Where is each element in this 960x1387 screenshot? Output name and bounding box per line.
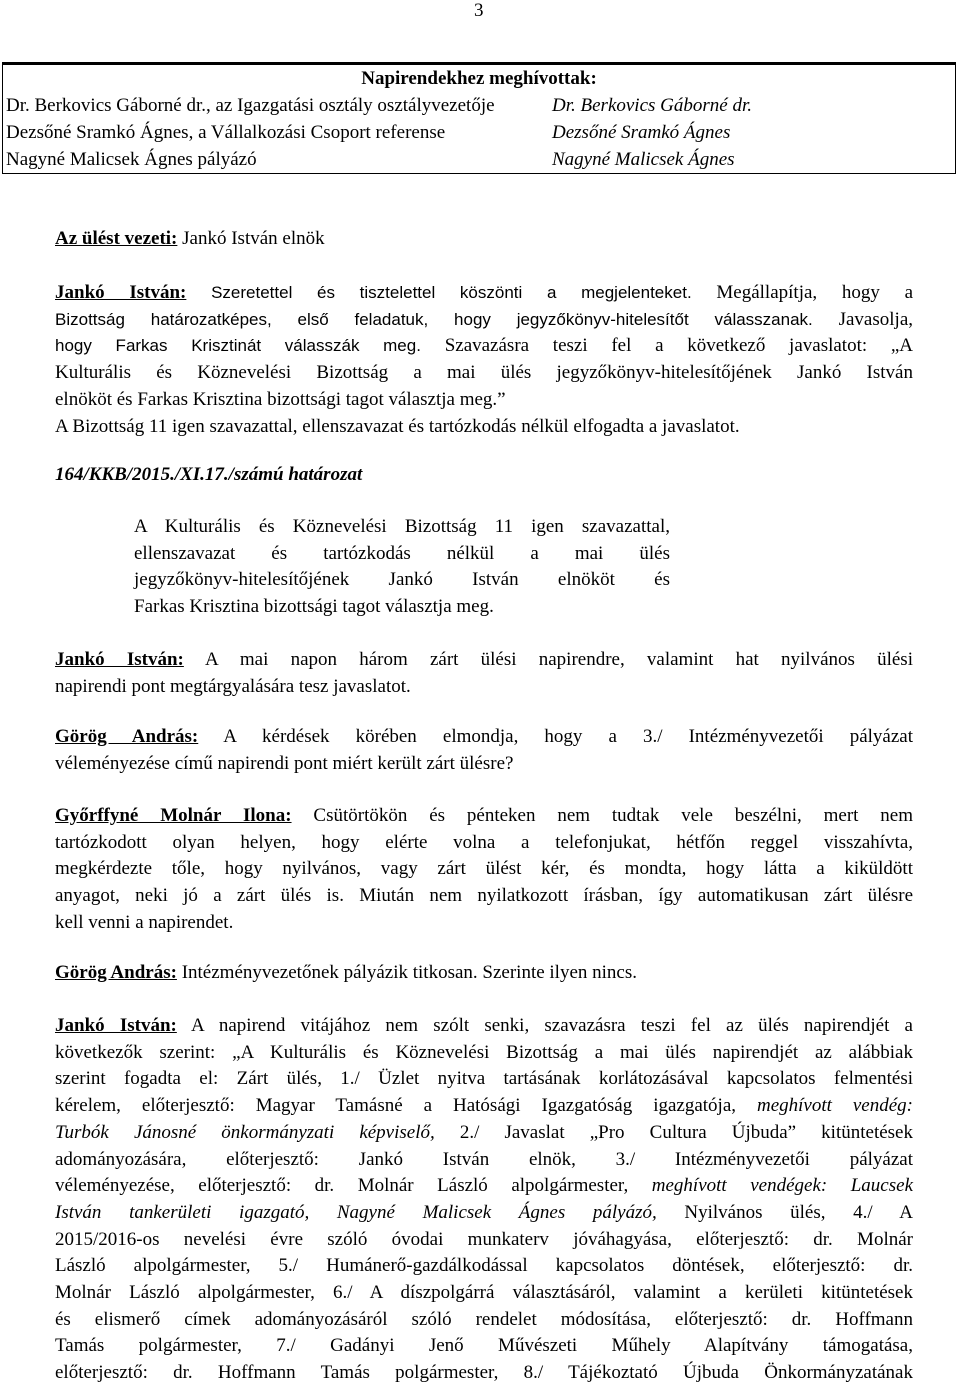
- text-line: anyagot, neki jó a zárt ülés is. Miután nem nyilatkozott írásban, így automatikusan zárt ülésre: [55, 885, 913, 907]
- text-line: Molnár László alpolgármester, 6./ A díszpolgárrá választásáról, valamint a kerületi kitüntetések: [55, 1282, 913, 1304]
- table-row: [3, 146, 956, 174]
- speaker-name: Görög András:: [55, 962, 177, 983]
- text-line: Nyilvános ülés, 4./ A: [684, 1201, 913, 1223]
- chair-name: Jankó István elnök: [182, 228, 325, 249]
- text-line: tartózkodott olyan helyen, hogy elérte volna a telefonjukat, hétfőn reggel visszahívta,: [55, 831, 913, 853]
- text-line: adományozására, előterjesztő: Jankó István elnök, 3./ Intézményvezetői pályázat: [55, 1148, 913, 1170]
- text-line: Turbók Jánosné önkormányzati képviselő,: [55, 1121, 435, 1143]
- text-line: ellenszavazat és tartózkodás nélkül a mai ülés: [134, 542, 670, 564]
- text-line: 2./ Javaslat „Pro Cultura Újbuda” kitüntetések: [459, 1121, 913, 1143]
- invitee-name: Dr. Berkovics Gáborné dr.: [552, 95, 753, 116]
- speaker-name: Jankó István:: [55, 649, 184, 670]
- paragraph-agenda-vote: [55, 1013, 913, 1387]
- text-line: hogy Farkas Krisztinát válasszák meg.: [55, 336, 421, 356]
- text-line: véleményezése, előterjesztő: dr. Molnár László alpolgármester,: [55, 1175, 629, 1197]
- text-line: A napirend vitájához nem szólt senki, szavazásra teszi fel az ülés napirendjét a: [191, 1015, 913, 1036]
- resolution-body: [134, 514, 670, 621]
- speaker-name: Jankó István:: [55, 1015, 177, 1036]
- text-line: napirendi pont megtárgyalására tesz javaslatot.: [55, 675, 411, 697]
- text-line: Szavazásra teszi fel a következő javaslatot: „A: [444, 335, 914, 357]
- text-line: A Bizottság 11 igen szavazattal, ellenszavazat és tartózkodás nélkül elfogadta a javaslatot.: [55, 415, 740, 437]
- invitee-role: Nagyné Malicsek Ágnes pályázó: [6, 149, 257, 170]
- text-line: következők szerint: „A Kulturális és Köznevelési Bizottság a mai ülés napirendjét az alábbiak: [55, 1041, 913, 1063]
- text-line: István tankerületi igazgató, Nagyné Malicsek Ágnes pályázó,: [55, 1201, 657, 1223]
- text-line: elnököt és Farkas Krisztina bizottsági tagot választja meg.”: [55, 388, 506, 410]
- invitee-name: Nagyné Malicsek Ágnes: [552, 149, 735, 170]
- invitee-name: Dezsőné Sramkó Ágnes: [552, 122, 731, 143]
- text-line: Bizottság határozatképes, első feladatuk, hogy jegyzőkönyv-hitelesítőt válasszanak.: [55, 309, 813, 329]
- text-line: kérelem, előterjesztő: Magyar Tamásné a Hatósági Igazgatóság igazgatója,: [55, 1095, 737, 1117]
- text-line: szerint fogadta el: Zárt ülés, 1./ Üzlet nyitva tartásának korlátozásával kapcsolatos felmentési: [55, 1068, 913, 1090]
- paragraph-answer: [55, 803, 913, 937]
- text-line: Intézményvezetőnek pályázik titkosan. Szerinte ilyen nincs.: [181, 962, 638, 983]
- text-line: véleményezése című napirendi pont miért került zárt ülésre?: [55, 752, 514, 774]
- text-line: Kulturális és Köznevelési Bizottság a mai ülés jegyzőkönyv-hitelesítőjének Jankó István: [55, 362, 913, 384]
- text-line: Javasolja,: [838, 308, 914, 330]
- text-line: meghívott vendég:: [756, 1095, 913, 1117]
- paragraph-remark: [55, 960, 913, 987]
- text-line: jegyzőkönyv-hitelesítőjének Jankó István elnököt és: [134, 569, 670, 591]
- speaker-name: Jankó István:: [55, 282, 187, 303]
- text-line: A kérdések körében elmondja, hogy a 3./ Intézményvezetői pályázat: [223, 726, 913, 747]
- invitees-header: Napirendekhez meghívottak:: [361, 68, 597, 89]
- invitee-role: Dezsőné Sramkó Ágnes, a Vállalkozási Csoport referense: [6, 122, 446, 143]
- paragraph-agenda-proposal: [55, 647, 913, 700]
- table-row: [3, 119, 956, 146]
- text-line: Farkas Krisztina bizottsági tagot választja meg.: [134, 596, 494, 618]
- paragraph-question: [55, 724, 913, 777]
- text-line: Szeretettel és tisztelettel köszönti a megjelenteket.: [211, 283, 692, 302]
- invitees-table: [2, 62, 956, 174]
- text-line: László alpolgármester, 5./ Humánerő-gazdálkodással kapcsolatos döntések, előterjesztő: dr.: [55, 1255, 913, 1277]
- speaker-name: Görög András:: [55, 726, 199, 747]
- chair-label: Az ülést vezeti:: [55, 228, 178, 249]
- resolution-title: 164/KKB/2015./XI.17./számú határozat: [55, 464, 363, 485]
- text-line: Megállapítja, hogy a: [716, 282, 914, 303]
- text-line: előterjesztő: dr. Hoffmann Tamás polgármester, 8./ Tájékoztató Újbuda Önkormányzatának: [55, 1362, 913, 1384]
- text-line: megkérdezte tőle, hogy nyilvános, vagy zárt ülést kér, és mondta, hogy látta a kiküldött: [55, 858, 913, 880]
- paragraph-opening: [55, 280, 913, 440]
- page-number: 3: [474, 0, 484, 21]
- text-line: kell venni a napirendet.: [55, 911, 234, 933]
- text-line: A mai napon három zárt ülési napirendre, valamint hat nyilvános ülési: [205, 649, 913, 670]
- invitee-role: Dr. Berkovics Gáborné dr., az Igazgatási osztály osztályvezetője: [6, 95, 495, 116]
- table-row: [3, 92, 956, 119]
- text-line: A Kulturális és Köznevelési Bizottság 11 igen szavazattal,: [134, 516, 670, 537]
- chair-line: [55, 226, 913, 253]
- text-line: és elismerő címek adományozásáról szóló rendelet módosítása, előterjesztő: dr. Hoffmann: [55, 1308, 913, 1330]
- text-line: Tamás polgármester, 7./ Gadányi Jenő Művészeti Műhely Alapítvány támogatása,: [55, 1335, 913, 1357]
- text-line: Csütörtökön és pénteken nem tudtak vele beszélni, mert nem: [313, 805, 913, 826]
- text-line: 2015/2016-os nevelési évre szóló óvodai munkaterv jóváhagyása, előterjesztő: dr. Molnár: [55, 1228, 913, 1250]
- speaker-name: Győrffyné Molnár Ilona:: [55, 805, 292, 826]
- text-line: meghívott vendégek: Laucsek: [651, 1175, 914, 1197]
